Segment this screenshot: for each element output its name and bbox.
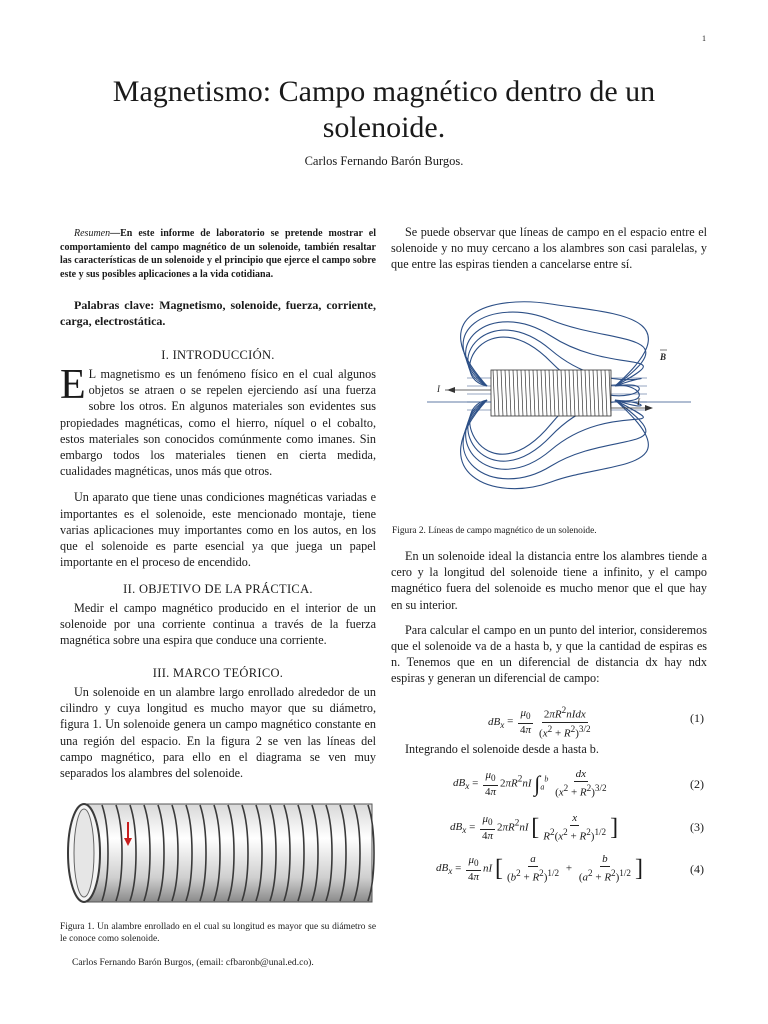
equation-3: $dB_x$ = $\frac{\mu_0}{4\pi}$ $2\pi R^2nI$ [ $\frac{x}{R^2(x^2 + R^2)^{1/2}}$ ]: [450, 812, 619, 843]
figure-2-caption: Figura 2. Líneas de campo magnético de un solenoide.: [392, 526, 597, 536]
right-paragraph-4: Integrando el solenoide desde a hasta b.: [405, 742, 599, 756]
drop-cap: E: [60, 362, 86, 408]
section-heading-objetivo: II. OBJETIVO DE LA PRÁCTICA.: [123, 582, 313, 596]
figure-1-caption: Figura 1. Un alambre enrollado en el cual su longitud es mayor que su diámetro se le conoce como solenoide.: [60, 922, 376, 944]
keywords: Palabras clave: Magnetismo, solenoide, fuerza, corriente, carga, electrostática.: [60, 298, 376, 328]
equation-1: $dB_x$ = $\frac{\mu_0}{4\pi}$ $\frac{2\pi R^2nIdx}{(x^2 + R^2)^{3/2}}$: [488, 705, 591, 740]
section-heading-marco: III. MARCO TEÓRICO.: [152, 666, 284, 680]
figure-2-label-i-right: I: [637, 397, 640, 407]
figure-2-label-i-left: I: [437, 384, 440, 394]
abstract-text: —En este informe de laboratorio se pretende mostrar el comportamiento del campo magnético de un solenoide, también resaltar las características de un solenoide y el principio que ejerce el campo sobre este y sus posibles aplicaciones a la vida cotidiana.: [60, 228, 376, 280]
figure-2-field-lines: [427, 290, 691, 508]
equation-1-number: (1): [690, 711, 704, 725]
figure-2-label-b: B: [660, 352, 667, 362]
right-body-1: [391, 224, 707, 273]
abstract: [60, 227, 376, 281]
figure-1-solenoid: [62, 798, 376, 908]
right-paragraph-2: En un solenoide ideal la distancia entre los alambres tiende a cero y la longitud del solenoide tiene a infinito, y el campo magnético fuera del solenoide es mucho menor que el que hay en su interior.: [391, 549, 707, 612]
right-paragraph-3: Para calcular el campo en un punto del interior, consideremos que el solenoide va de a hasta b, y que la cantidad de espiras es n. Tenemos que en un diferencial de distancia dx hay ndx espiras y generan un diferencial de campo:: [391, 622, 707, 686]
objetivo-body: [60, 600, 376, 649]
right-body-2: [391, 548, 707, 687]
intro-paragraph-1: L magnetismo es un fenómeno físico en el cual algunos objetos se atraen o se repelen ejerciendo así una fuerza sobre los otros. En algunos materiales son evidentes sus propiedades magnéticas, como el hierro, níquel o el cobalto, estos materiales son conocidos comúnmente como imanes. Sin embargo todos los materiales tienen en cierta medida, cualidades magnéticas, unos más que otros.: [60, 367, 376, 479]
equation-4: $dB_x$ = $\frac{\mu_0}{4\pi}$ nI [ $\frac{a}{(b^2 + R^2)^{1/2}}$ + $\frac{b}{(a^2 + R^2)^{1/2}}$ ]: [436, 853, 643, 884]
section-heading-intro: I. INTRODUCCIÓN.: [161, 348, 275, 362]
marco-body: [60, 684, 376, 781]
right-paragraph-1: Se puede observar que líneas de campo en el espacio entre el solenoide y no muy cercano a los alambres son casi paralelas, y que entre las espiras tienden a cancelarse entre sí.: [391, 225, 707, 272]
marco-paragraph: Un solenoide en un alambre largo enrollado alrededor de un cilindro y cuya longitud es mucho mayor que su diámetro, figura 1. Un solenoide genera un campo magnético constante en una región del espacio. En la figura 2 se ven las líneas del campo magnético, para ello en el diagrama se ven muy separados los alambres del solenoide.: [60, 685, 376, 781]
intro-body: [60, 362, 376, 570]
objetivo-paragraph: Medir el campo magnético producido en el interior de un solenoide por una corriente continua a través de la fuerza magnética sobre una espira que conduce una corriente.: [60, 601, 376, 648]
abstract-label: Resumen: [74, 228, 111, 239]
paper-title: Magnetismo: Campo magnético dentro de un solenoide.: [112, 75, 656, 144]
equation-3-number: (3): [690, 820, 704, 834]
equation-4-number: (4): [690, 862, 704, 876]
author: Carlos Fernando Barón Burgos.: [304, 154, 464, 168]
equation-2: $dB_x$ = $\frac{\mu_0}{4\pi}$ $2\pi R^2nI$ $\int_a^b$ $\frac{dx}{(x^2 + R^2)^{3/2}}$: [453, 768, 607, 799]
page-number: 1: [702, 34, 706, 43]
equation-2-number: (2): [690, 777, 704, 791]
intro-paragraph-2: Un aparato que tiene unas condiciones magnéticas variadas e importantes es el solenoide, este mencionado montaje, tiene varias aplicaciones muy importantes como en los autos, en los que el solenoide es parte esencial ya que juega un papel importante en el proceso de encendido.: [60, 490, 376, 570]
footnote: Carlos Fernando Barón Burgos, (email: cfbaronb@unal.ed.co).: [72, 957, 314, 968]
